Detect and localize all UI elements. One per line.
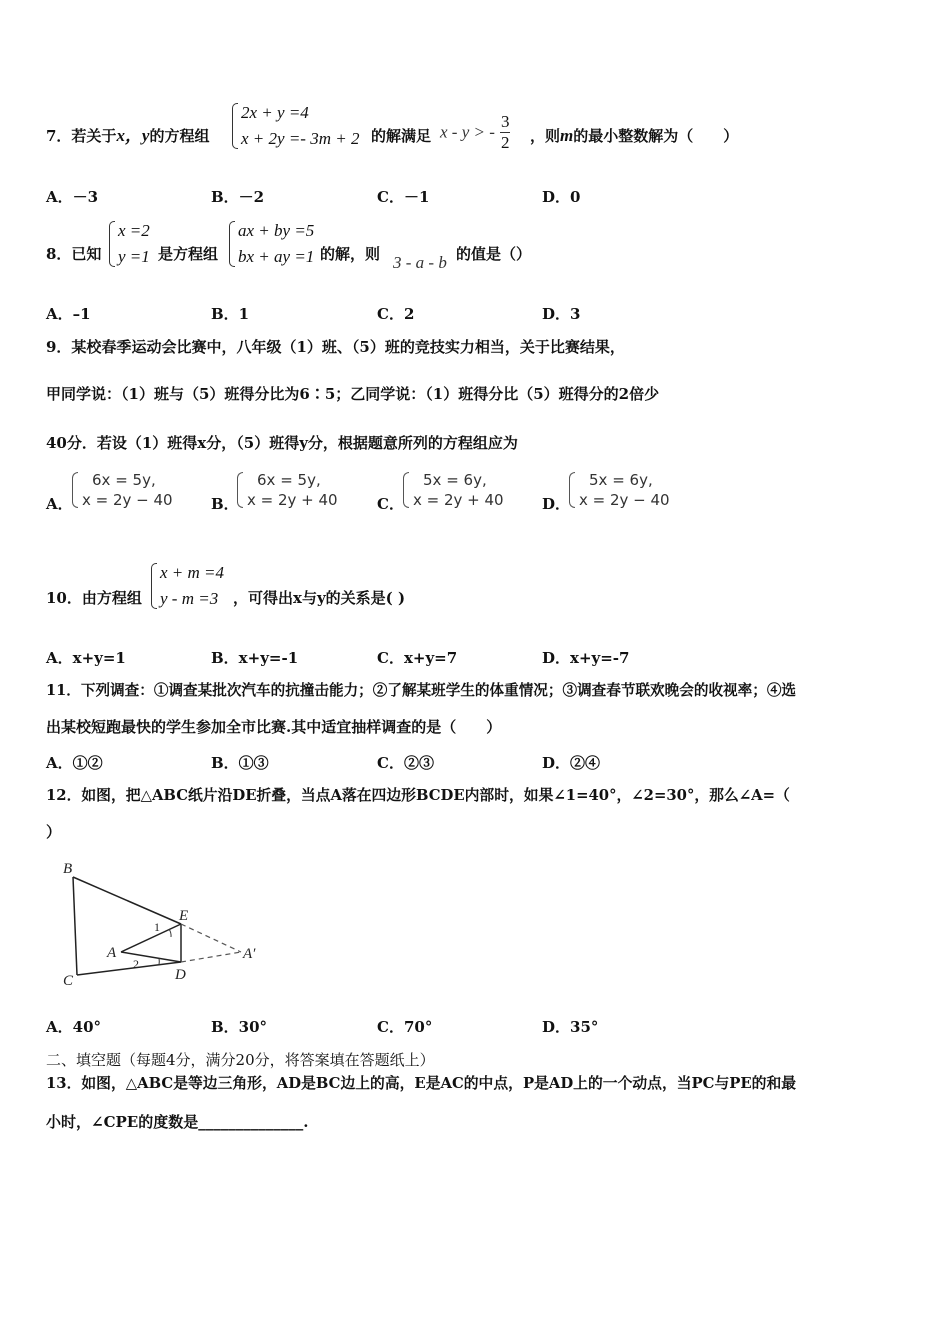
- q7-equation-system: [232, 100, 359, 152]
- q8-eq-1: ax + by =5: [238, 221, 315, 240]
- q8-option-c[interactable]: C．2: [377, 305, 415, 323]
- q9-line-3: 40分．若设（1）班得x分，（5）班得y分，根据题意所列的方程组应为: [46, 434, 518, 452]
- q9-b-eq-1: 6x = 5y,: [257, 471, 321, 489]
- segment-ae: [121, 924, 181, 952]
- q13-line-1: 13．如图，△ABC是等边三角形，AD是BC边上的高，E是AC的中点，P是AD上的一个动点，当PC与PE的和最: [46, 1075, 797, 1092]
- q12-fold-triangle-figure: [55, 855, 270, 990]
- segment-cd: [77, 962, 181, 975]
- q7-fraction: [500, 112, 511, 153]
- q7-fraction-num: 3: [500, 112, 510, 131]
- q9-line-1: 9．某校春季运动会比赛中，八年级（1）班、（5）班的竞技实力相当，关于比赛结果，: [46, 338, 625, 356]
- q7-option-c[interactable]: C．－1: [377, 188, 430, 206]
- q8-eq-2: bx + ay =1: [238, 247, 315, 266]
- q8-option-d[interactable]: D．3: [542, 305, 581, 323]
- q11-option-c[interactable]: C．②③: [377, 754, 434, 772]
- label-angle-1: 1: [154, 920, 160, 934]
- dashed-da-prime: [181, 952, 241, 962]
- q10-eq-1: x + m =4: [160, 563, 225, 582]
- q9-option-d-system[interactable]: [569, 470, 670, 510]
- q7-tail-3: 的最小整数解为（ ）: [573, 127, 739, 145]
- q12-option-c[interactable]: C．70°: [377, 1018, 433, 1036]
- q10-equation-system: [151, 560, 224, 612]
- q9-option-c-label[interactable]: C．: [377, 495, 404, 513]
- q7-var-m: m: [560, 126, 574, 145]
- q8-tail-2: 的值是（）: [456, 245, 532, 263]
- q9-b-eq-2: x = 2y + 40: [247, 491, 338, 509]
- q8-option-b[interactable]: B．1: [211, 305, 250, 323]
- q9-d-eq-1: 5x = 6y,: [589, 471, 653, 489]
- q8-equation-system: [229, 218, 314, 270]
- q7-number: 7．若关于: [46, 127, 117, 145]
- q12-option-d[interactable]: D．35°: [542, 1018, 599, 1036]
- q8-expression: 3 - a - b: [393, 253, 447, 272]
- left-brace-icon: [237, 472, 243, 508]
- q7-option-b[interactable]: B．－2: [211, 188, 265, 206]
- q7-tail-1: 的解满足: [371, 127, 432, 145]
- q7-fraction-den: 2: [500, 133, 510, 152]
- q10-option-d[interactable]: D．x+y=-7: [542, 649, 630, 667]
- q9-option-d-label[interactable]: D．: [542, 495, 571, 513]
- q12-line-2: ）: [46, 823, 62, 841]
- left-brace-icon: [72, 472, 78, 508]
- angle-1-arc: [169, 929, 171, 937]
- q10-tail: ，可得出x与y的关系是( ): [233, 589, 406, 607]
- label-c: C: [63, 973, 74, 989]
- q9-d-eq-2: x = 2y − 40: [579, 491, 670, 509]
- q9-option-a-system[interactable]: [72, 470, 173, 510]
- left-brace-icon: [569, 472, 575, 508]
- q9-a-eq-1: 6x = 5y,: [92, 471, 156, 489]
- q11-option-d[interactable]: D．②④: [542, 754, 601, 772]
- left-brace-icon: [109, 221, 115, 267]
- q9-option-a-label[interactable]: A．: [46, 495, 73, 513]
- q10-number: 10．由方程组: [46, 589, 142, 607]
- q7-vars: x，y: [116, 126, 150, 145]
- left-brace-icon: [403, 472, 409, 508]
- q11-option-b[interactable]: B．①③: [211, 754, 269, 772]
- q9-a-eq-2: x = 2y − 40: [82, 491, 173, 509]
- q13-line-2[interactable]: 小时，∠CPE的度数是______________.: [46, 1113, 309, 1131]
- q9-option-b-system[interactable]: [237, 470, 338, 510]
- q12-option-b[interactable]: B．30°: [211, 1018, 268, 1036]
- q7-condition: [440, 112, 510, 153]
- label-angle-2: 2: [133, 957, 139, 971]
- q10-option-a[interactable]: A．x+y=1: [46, 649, 126, 667]
- q8-mid: 是方程组: [158, 245, 219, 263]
- q11-line-2: 出某校短跑最快的学生参加全市比赛.其中适宜抽样调查的是（ ）: [46, 718, 502, 736]
- left-brace-icon: [151, 563, 157, 609]
- q8-solution-system: [109, 218, 150, 270]
- label-a-prime: A′: [243, 946, 256, 962]
- segment-bc: [73, 877, 77, 975]
- label-e: E: [179, 908, 189, 924]
- q12-option-a[interactable]: A．40°: [46, 1018, 102, 1036]
- label-a: A: [107, 945, 117, 961]
- q7-tail-2: ，则: [530, 127, 561, 145]
- q10-option-b[interactable]: B．x+y=-1: [211, 649, 299, 667]
- q7-eq-1: 2x + y =4: [241, 103, 309, 122]
- q7-option-d[interactable]: D．0: [542, 188, 581, 206]
- q9-c-eq-2: x = 2y + 40: [413, 491, 504, 509]
- q10-option-c[interactable]: C．x+y=7: [377, 649, 458, 667]
- q8-tail-1: 的解，则: [320, 245, 381, 263]
- q9-option-b-label[interactable]: B．: [211, 495, 239, 513]
- q8-number: 8．已知: [46, 245, 102, 263]
- q7-mid: 的方程组: [149, 127, 210, 145]
- q7-option-a[interactable]: A．－3: [46, 188, 99, 206]
- q11-line-1: 11．下列调查：①调查某批次汽车的抗撞击能力；②了解某班学生的体重情况；③调查春节联欢晚会的收视率；④选: [46, 682, 797, 699]
- q7-eq-2: x + 2y =- 3m + 2: [241, 129, 360, 148]
- q7-cond-left: x - y > -: [440, 122, 495, 142]
- segment-be: [73, 877, 181, 924]
- dashed-ea-prime: [181, 924, 241, 952]
- label-d: D: [175, 967, 186, 983]
- left-brace-icon: [229, 221, 235, 267]
- q9-line-2: 甲同学说：（1）班与（5）班得分比为6∶5；乙同学说：（1）班得分比（5）班得分的2倍少: [46, 385, 660, 403]
- segment-ad: [121, 952, 181, 962]
- q8-sol-2: y =1: [118, 247, 150, 266]
- q10-eq-2: y - m =3: [160, 589, 219, 608]
- q12-line-1: 12．如图，把△ABC纸片沿DE折叠，当点A落在四边形BCDE内部时，如果∠1=40°，∠2=30°，那么∠A=（: [46, 787, 790, 804]
- q9-c-eq-1: 5x = 6y,: [423, 471, 487, 489]
- q11-option-a[interactable]: A．①②: [46, 754, 103, 772]
- section-2-title: 二、填空题（每题4分，满分20分，将答案填在答题纸上）: [46, 1051, 435, 1069]
- label-b: B: [63, 861, 73, 877]
- left-brace-icon: [232, 103, 238, 149]
- q8-option-a[interactable]: A．–1: [46, 305, 91, 323]
- q8-sol-1: x =2: [118, 221, 150, 240]
- q9-option-c-system[interactable]: [403, 470, 504, 510]
